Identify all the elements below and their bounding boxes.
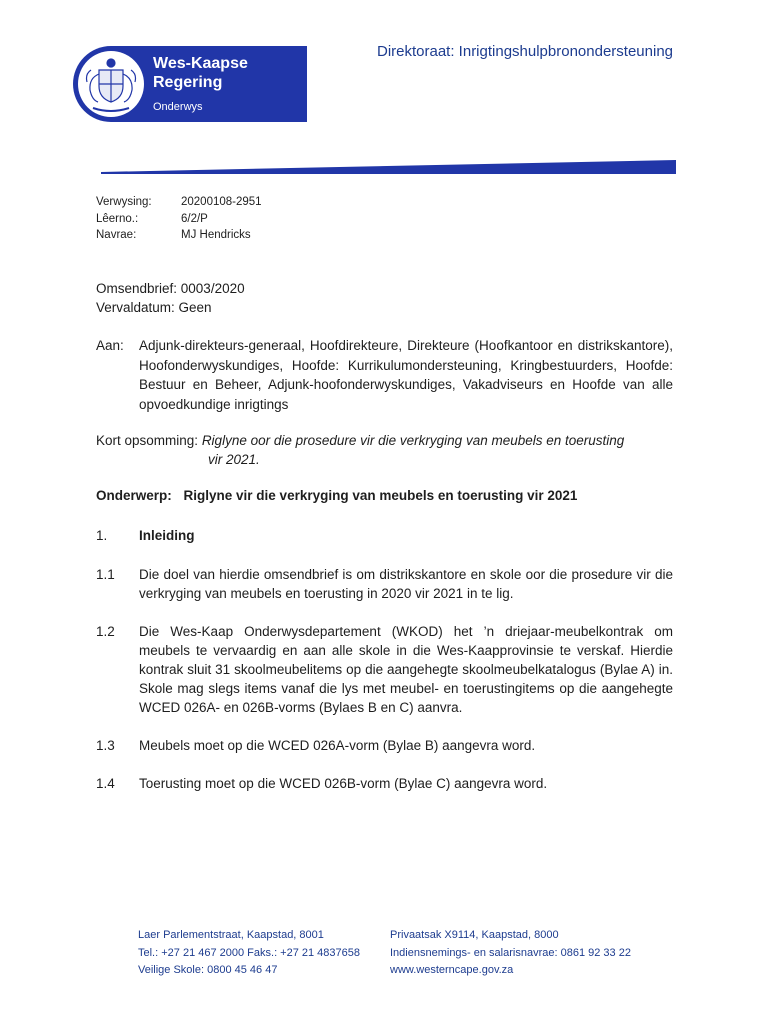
logo-line3: Onderwys	[153, 101, 203, 113]
summary	[96, 431, 673, 469]
summary-line1: Riglyne oor die prosedure vir die verkryging van meubels en toerusting	[201, 433, 625, 448]
circular-number: Omsendbrief: 0003/2020	[96, 281, 245, 296]
reference-key: Verwysing:	[96, 196, 152, 208]
section-number: 1.2	[96, 624, 115, 639]
footer-website[interactable]: www.westerncape.gov.za	[390, 964, 514, 976]
section-paragraph	[96, 622, 673, 717]
footer-left	[138, 927, 360, 980]
section-paragraph	[96, 774, 673, 793]
subject-text: Riglyne vir die verkryging van meubels en toerusting vir 2021	[183, 488, 578, 503]
logo-line2: Regering	[153, 74, 223, 91]
footer-safe-schools: Veilige Skole: 0800 45 46 47	[138, 964, 278, 976]
section-number: 1.4	[96, 776, 115, 791]
reference-details	[96, 194, 262, 244]
footer-postal: Privaatsak X9114, Kaapstad, 8000	[390, 929, 559, 941]
section-number: 1.1	[96, 567, 115, 582]
section-text: Inleiding	[139, 528, 195, 543]
directorate-title: Direktoraat: Inrigtingshulpbronondersteuning	[376, 43, 673, 60]
summary-label: Kort opsomming:	[96, 433, 199, 448]
section-text: Toerusting moet op die WCED 026B-vorm (Bylae C) aangevra word.	[139, 776, 548, 791]
reference-key: Lêerno.:	[96, 212, 139, 225]
reference-row	[96, 194, 262, 211]
western-cape-government-logo	[73, 46, 307, 122]
section-text: Die doel van hierdie omsendbrief is om distrikskantore en skole oor die prosedure vir die verkryging van meubels en toerusting in 2020 vir 2021 in te lig.	[139, 567, 673, 601]
addressees	[96, 336, 673, 414]
footer-address: Laer Parlementstraat, Kaapstad, 8001	[138, 929, 324, 941]
reference-value: MJ Hendricks	[181, 229, 251, 241]
addressees-label: Aan:	[96, 338, 124, 353]
section-number: 1.3	[96, 738, 115, 753]
subject	[96, 488, 577, 503]
footer-phone: Tel.: +27 21 467 2000 Faks.: +27 21 4837658	[138, 946, 361, 959]
header-rule	[101, 160, 676, 174]
reference-value: 20200108-2951	[181, 196, 262, 208]
section-heading	[96, 526, 673, 545]
subject-label: Onderwerp:	[96, 488, 172, 503]
reference-row	[96, 211, 262, 228]
logo-line1: Wes-Kaapse	[153, 55, 248, 72]
addressees-text: Adjunk-direkteurs-generaal, Hoofdirekteure, Direkteure (Hoofkantoor en distrikskantore), Hoofonderwyskundiges, Hoofde: Kurrikulumondersteuning, Kringbestuurders, Hoofde: Bestuur en Beheer, Adjunk-hoofonderwyskundiges, Vakadviseurs en Hoofde van alle opvoedkundige inrigtings	[139, 338, 673, 412]
summary-line2: vir 2021.	[208, 452, 260, 467]
footer-enquiries: Indiensnemings- en salarisnavrae: 0861 92 33 22	[390, 946, 631, 959]
section-number: 1.	[96, 528, 108, 543]
circular-expiry: Vervaldatum: Geen	[96, 300, 212, 315]
section-text: Meubels moet op die WCED 026A-vorm (Bylae B) aangevra word.	[139, 738, 536, 753]
reference-row	[96, 227, 262, 244]
footer-right	[390, 927, 631, 980]
reference-key: Navrae:	[96, 229, 137, 241]
section-paragraph	[96, 565, 673, 603]
section-paragraph	[96, 736, 673, 755]
circular-info	[96, 279, 245, 317]
reference-value: 6/2/P	[181, 212, 208, 225]
section-text: Die Wes-Kaap Onderwysdepartement (WKOD) het ’n driejaar-meubelkontrak om meubels te vervaardig en aan alle skole in die Wes-Kaapprovinsie te verskaf. Hierdie kontrak sluit 31 skoolmeubelitems op die aangehegte skoolmeubelkatalogus (Bylae A) in. Skole mag slegs items vanaf die lys met meubel- en toerustingitems op die aangehegte WCED 026A- en 026B-vorms (Bylaes B en C) aanvra.	[139, 624, 673, 715]
